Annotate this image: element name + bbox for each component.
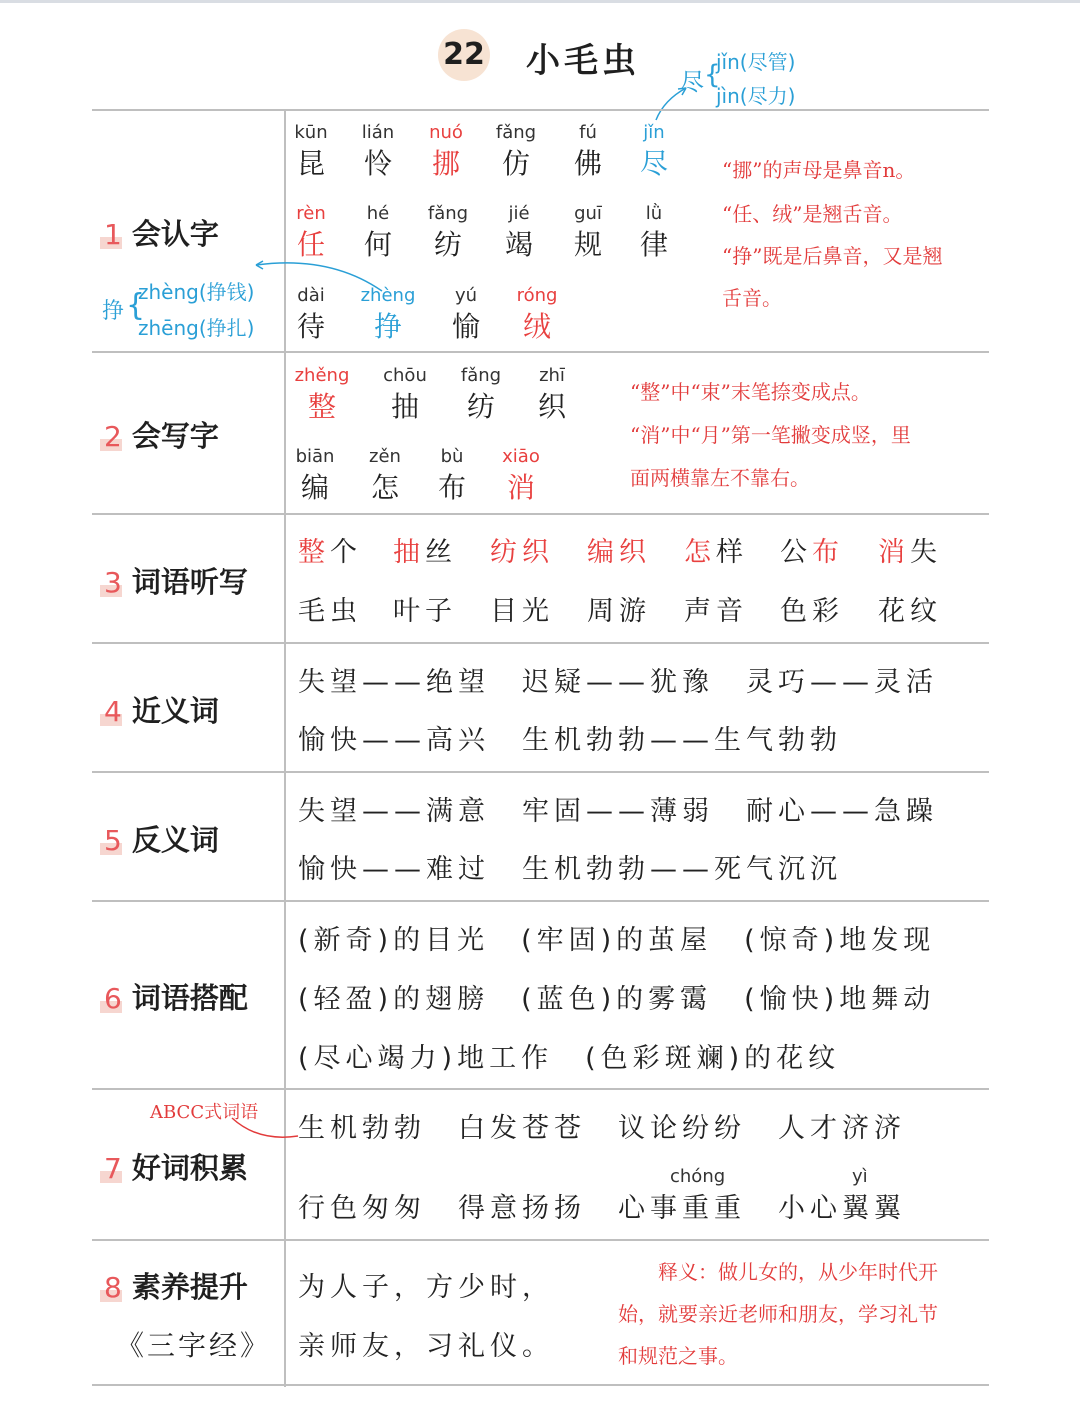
top-note-arrow bbox=[650, 80, 700, 125]
dictation-word: 整个 bbox=[298, 537, 362, 568]
table-top-border bbox=[92, 109, 989, 111]
recognize-note-1: “挪”的声母是鼻音n。 bbox=[722, 158, 916, 182]
recognize-character: 纺 bbox=[433, 228, 462, 261]
write-pinyin: zěn bbox=[369, 446, 401, 467]
recognize-pinyin: nuó bbox=[429, 122, 463, 143]
section-4-label: 4 近义词 bbox=[104, 694, 219, 728]
recognize-pinyin: rèn bbox=[296, 203, 326, 224]
write-character: 整 bbox=[307, 390, 336, 423]
write-character: 织 bbox=[537, 390, 566, 423]
recognize-note-3: “挣”既是后鼻音，又是翘 bbox=[722, 244, 943, 268]
dictation-word: 周游 bbox=[587, 596, 651, 627]
abcc-tag-arrow bbox=[228, 1112, 304, 1142]
section-5-label: 5 反义词 bbox=[104, 823, 219, 857]
section-6-label: 6 词语搭配 bbox=[104, 981, 248, 1015]
section-7-label: 7 好词积累 bbox=[104, 1151, 248, 1185]
recognize-character: 昆 bbox=[296, 147, 325, 180]
dictation-word: 花纹 bbox=[878, 596, 942, 627]
row-divider-3 bbox=[92, 642, 989, 644]
write-character: 消 bbox=[506, 471, 535, 504]
write-pinyin: biān bbox=[295, 446, 335, 467]
write-character: 编 bbox=[300, 471, 329, 504]
abcc-tag: ABCC式词语 bbox=[150, 1102, 259, 1123]
recognize-character: 规 bbox=[573, 228, 602, 261]
pinyin-chong: chóng bbox=[670, 1166, 726, 1187]
side-note-reading-1: zhèng(挣钱) bbox=[138, 280, 255, 304]
write-pinyin: zhěng bbox=[294, 365, 350, 386]
write-pinyin: zhī bbox=[539, 365, 565, 386]
top-note-brace: { bbox=[704, 60, 721, 90]
antonyms-row-1: 失望——满意 牢固——薄弱 耐心——急躁 bbox=[298, 796, 938, 827]
recognize-character: 怜 bbox=[363, 147, 392, 180]
recognize-character: 挪 bbox=[431, 147, 460, 180]
collocations-row-1: (新奇)的目光 (牢固)的茧屋 (惊奇)地发现 bbox=[298, 925, 936, 956]
write-character: 抽 bbox=[390, 390, 419, 423]
write-character: 纺 bbox=[466, 390, 495, 423]
recognize-pinyin: lián bbox=[361, 122, 395, 143]
dictation-word: 纺织 bbox=[490, 537, 554, 568]
row-divider-5 bbox=[92, 900, 989, 902]
lesson-title: 小毛虫 bbox=[526, 41, 640, 81]
write-note-1: “整”中“束”末笔捺变成点。 bbox=[630, 380, 871, 404]
collocations-row-2: (轻盈)的翅膀 (蓝色)的雾霭 (愉快)地舞动 bbox=[298, 984, 936, 1015]
dictation-word: 抽丝 bbox=[393, 537, 457, 568]
recognize-character: 绒 bbox=[522, 310, 551, 343]
good-words-row-1: 生机勃勃 白发苍苍 议论纷纷 人才济济 bbox=[298, 1113, 906, 1144]
dictation-word: 毛虫 bbox=[298, 596, 362, 627]
collocations-row-3: (尽心竭力)地工作 (色彩斑斓)的花纹 bbox=[298, 1043, 841, 1074]
side-note-char: 挣 bbox=[102, 299, 125, 324]
recognize-pinyin: yú bbox=[454, 285, 478, 306]
write-note-2: “消”中“月”第一笔撇变成竖，里 bbox=[630, 423, 911, 447]
row-divider-6 bbox=[92, 1088, 989, 1090]
recognize-character: 佛 bbox=[573, 147, 602, 180]
dictation-word: 怎样 bbox=[684, 537, 748, 568]
recognize-pinyin: fǎng bbox=[427, 203, 469, 224]
row-divider-4 bbox=[92, 771, 989, 773]
recognize-pinyin: lǜ bbox=[645, 203, 663, 224]
row-divider-1 bbox=[92, 351, 989, 353]
write-pinyin: xiāo bbox=[502, 446, 540, 467]
dictation-word: 叶子 bbox=[393, 596, 457, 627]
recognize-note-4: 舌音。 bbox=[722, 286, 782, 310]
dictation-word: 声音 bbox=[684, 596, 748, 627]
dictation-word: 目光 bbox=[490, 596, 554, 627]
lesson-number-badge: 22 bbox=[438, 29, 490, 81]
recognize-character: 何 bbox=[363, 228, 392, 261]
recognize-note-2: “任、绒”是翘舌音。 bbox=[722, 202, 903, 226]
recognize-pinyin: hé bbox=[366, 203, 390, 224]
side-note-reading-2: zhēng(挣扎) bbox=[138, 316, 255, 340]
antonyms-row-2: 愉快——难过 生机勃勃——死气沉沉 bbox=[298, 854, 842, 885]
recognize-pinyin: fǎng bbox=[495, 122, 537, 143]
recognize-character: 待 bbox=[296, 310, 325, 343]
recognize-character: 挣 bbox=[373, 310, 402, 343]
write-character: 布 bbox=[437, 471, 466, 504]
dictation-word: 编织 bbox=[587, 537, 651, 568]
literacy-explain-2: 始，就要亲近老师和朋友，学习礼节 bbox=[618, 1302, 938, 1326]
top-border bbox=[0, 0, 1080, 3]
recognize-character: 任 bbox=[296, 228, 325, 261]
write-character: 怎 bbox=[370, 471, 399, 504]
recognize-pinyin: zhèng bbox=[360, 285, 416, 306]
section-2-label: 2 会写字 bbox=[104, 419, 219, 453]
recognize-character: 竭 bbox=[504, 228, 533, 261]
recognize-pinyin: fú bbox=[579, 122, 597, 143]
section-3-label: 3 词语听写 bbox=[104, 565, 248, 599]
top-note-reading-1: jǐn(尽管) bbox=[716, 50, 796, 74]
write-note-3: 面两横靠左不靠右。 bbox=[630, 466, 810, 490]
row-divider-7 bbox=[92, 1239, 989, 1241]
recognize-pinyin: dài bbox=[297, 285, 325, 306]
synonyms-row-2: 愉快——高兴 生机勃勃——生气勃勃 bbox=[298, 725, 842, 756]
top-note-char: 尽 bbox=[680, 68, 704, 96]
pinyin-yi: yì bbox=[852, 1166, 868, 1187]
section-8-subtitle: 《三字经》 bbox=[116, 1329, 272, 1362]
recognize-character: 仿 bbox=[501, 147, 530, 180]
recognize-pinyin: guī bbox=[574, 203, 602, 224]
synonyms-row-1: 失望——绝望 迟疑——犹豫 灵巧——灵活 bbox=[298, 667, 938, 698]
dictation-word: 公布 bbox=[780, 537, 844, 568]
literacy-explain-1: 释义：做儿女的，从少年时代开 bbox=[658, 1260, 938, 1284]
top-note-reading-2: jìn(尽力) bbox=[716, 84, 796, 108]
write-pinyin: chōu bbox=[383, 365, 427, 386]
recognize-character: 尽 bbox=[639, 147, 668, 180]
recognize-character: 律 bbox=[639, 228, 668, 261]
dictation-word: 色彩 bbox=[780, 596, 844, 627]
good-words-row-2: 行色匆匆 得意扬扬 心事重重 小心翼翼 bbox=[298, 1193, 906, 1224]
side-note-brace: { bbox=[126, 288, 146, 323]
recognize-pinyin: kūn bbox=[294, 122, 328, 143]
literacy-line-1: 为人子，方少时， bbox=[298, 1272, 554, 1303]
write-pinyin: fǎng bbox=[460, 365, 502, 386]
recognize-character: 愉 bbox=[451, 310, 480, 343]
recognize-pinyin: róng bbox=[516, 285, 558, 306]
row-divider-2 bbox=[92, 513, 989, 515]
dictation-word: 消失 bbox=[878, 537, 942, 568]
section-8-label: 8 素养提升 bbox=[104, 1270, 248, 1304]
write-pinyin: bù bbox=[440, 446, 464, 467]
literacy-explain-3: 和规范之事。 bbox=[618, 1344, 738, 1368]
table-bottom-border bbox=[92, 1384, 989, 1386]
literacy-line-2: 亲师友，习礼仪。 bbox=[298, 1331, 554, 1362]
recognize-pinyin: jié bbox=[508, 203, 530, 224]
section-1-label: 1 会认字 bbox=[104, 217, 219, 251]
recognize-pinyin: jǐn bbox=[643, 122, 665, 143]
